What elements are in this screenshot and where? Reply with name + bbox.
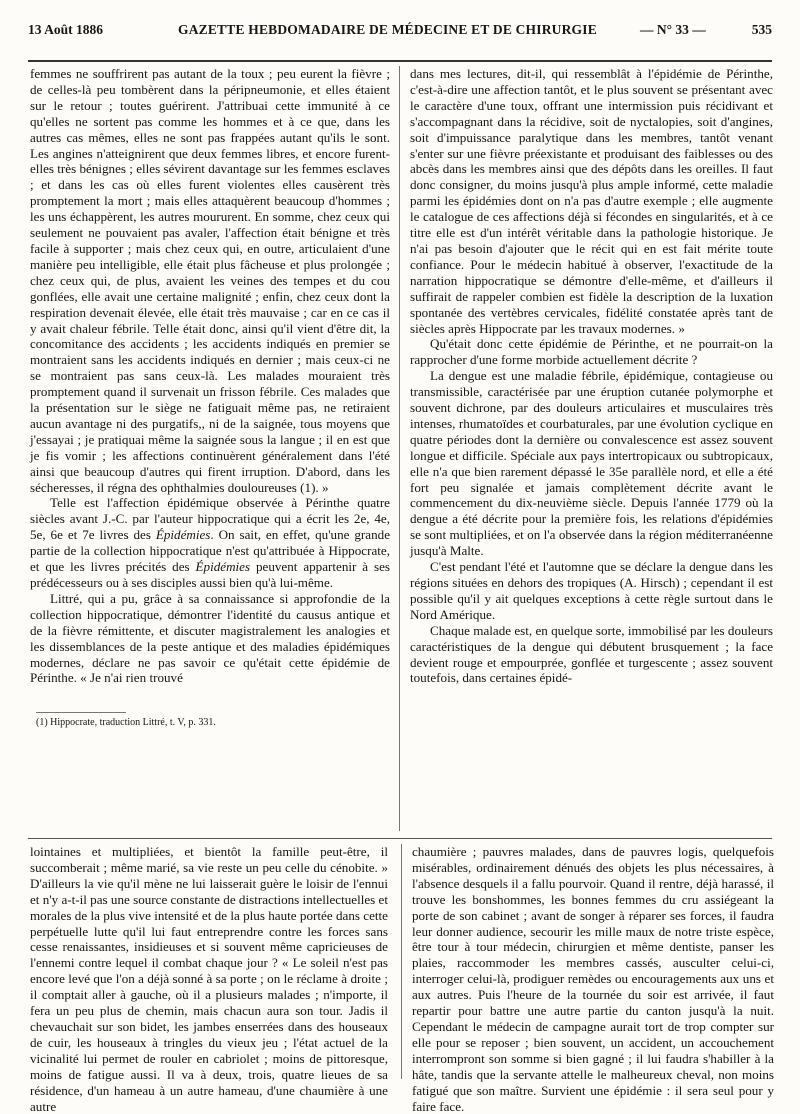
paragraph: femmes ne souffrirent pas autant de la toux ; peu eurent la fièvre ; de celles-là peu tombèrent dans la péripneumonie, et elles étaient sur le retour ; toutes guérirent. J'attribuai cette immunité à ce qu'elles ne sortent pas comme les hommes et à ce que, dans les autres cas mêmes, elles ne sont pas frappées autant qu'ils le sont. Les angines n'atteignirent que deux femmes libres, et encore furent-elles très bénignes ; elles sévirent davantage sur les femmes esclaves ; et dans les cas où elles furent violentes elles causèrent très promptement la mort ; mais elles attaquèrent beaucoup d'hommes ; les uns échappèrent, les autres moururent. En somme, chez ceux qui seulement ne pouvaient pas avaler, l'affection était bénigne et très facile à supporter ; mais chez ceux qui, en outre, articulaient d'une manière peu intelligible, elle était plus fâcheuse et plus prolongée ; chez ceux qui, de plus, avaient les veines des tempes et du cou gonflées, elle avait une certaine malignité ; enfin, chez ceux dont la respiration devenait élevée, elle était très mauvaise ; car en ce cas il y avait chaleur fébrile. Telle était donc, ainsi qu'il vient d'être dit, la concomitance des accidents ; les accidents indiqués en premier se montraient sans les accidents indiqués en dernier ; mais ceux-ci ne se montraient pas sans ceux-là. Les malades mouraient très promptement quand il survenait un frisson fébrile. Ces malades que la présentation sur le siège ne fatiguait même pas, ne retiraient aucun avantage ni des purgatifs,, ni de la saignée, tous moyens que j'essayai ; je pratiquai même la saignée sous la langue ; il en est que je fis vomir ; les affections continuèrent généralement dans l'été ainsi que beaucoup d'autres qui firent irruption. D'abord, dans les sécheresses, il régna des ophthalmies douloureuses (1). » xyxy=(30,66,390,495)
paragraph: C'est pendant l'été et l'automne que se déclare la dengue dans les régions situées en dehors des tropiques (A. Hirsch) ; cependant il est possible qu'il y ait quelques exceptions à cette règle surtout dans le Nord Amérique. xyxy=(410,559,773,622)
paragraph: Chaque malade est, en quelque sorte, immobilisé par les douleurs caractéristiques de la dengue qui débutent brusquement ; la face devient rouge et empourprée, gonflée et turgescente ; assez souvent toutefois, dans certaines épidé- xyxy=(410,622,773,686)
footnote: (1) Hippocrate, traduction Littré, t. V, p. 331. xyxy=(36,717,216,728)
issue-number: — N° 33 — xyxy=(640,22,706,37)
paragraph: La dengue est une maladie fébrile, épidémique, contagieuse ou transmissible, caractérisée par une éruption cutanée polymorphe et souvent dichrone, par des douleurs articulaires et musculaires très intenses, rhumatoïdes et courbaturales, par une évolution cyclique en quatre périodes dont la dernière ou convalescence est assez souvent longue et difficile. Spéciale aux pays intertropicaux ou subtropicaux, elle n'a que bien rarement dépassé le 35e parallèle nord, et elle a été fort peu signalée et jamais complètement décrite avant le commencement du dix-neuvième siècle. Depuis l'année 1779 où la dengue a été décrite pour la première fois, les relations d'épidémies se sont multipliées, et on l'a observée dans la région méditerranéenne jusqu'à Malte. xyxy=(410,368,773,559)
page-number: 535 xyxy=(751,22,772,37)
book-title: Épidémies xyxy=(195,559,251,575)
page-header xyxy=(28,10,772,50)
article1-right-column xyxy=(410,66,773,832)
journal-title: GAZETTE HEBDOMADAIRE DE MÉDECINE ET DE CHIRURGIE xyxy=(178,22,597,37)
article1-left-column xyxy=(30,66,390,712)
paragraph: dans mes lectures, dit-il, qui ressemblât à l'épidémie de Périnthe, c'est-à-dire une affection tantôt, et le plus souvent se présentant avec le caractère d'une toux, offrant une intermission puis récidivant et s'accompagnant dans la récidive, soit de nyctalopies, soit d'angines, soit d'impuissance paralytique dans les membres, tantôt venant s'enter sur une fièvre préexistante et produisant des faiblesses ou des abcès dans les membres ainsi que des dépôts dans les oreilles. Il faut donc consigner, du moins jusqu'à plus ample informé, cette maladie parmi les épidémies dont on n'a pas d'autre exemple ; elle augmente le catalogue de ces affections déjà si fécondes en singularités, et à ce titre elle est d'un intérêt véritable dans la pathologie historique. Je n'ai pas besoin d'ajouter que le récit qui en est fait mérite toute confiance. Pour le médecin habitué à observer, l'exactitude de la narration hippocratique se démontre d'elle-même, et d'ailleurs il suffirait de rappeler combien est fidèle la description de la luxation spontanée des vertèbres cervicales, fidélité constatée après tant de siècles après Hippocrate par les travaux modernes. » xyxy=(410,66,773,336)
paragraph: lointaines et multipliées, et bientôt la famille peut-être, il succomberait ; même marié, sa vie reste un peu celle du cénobite. » D'ailleurs la vie qu'il mène ne lui laisserait guère le loisir de l'ennui et n'y a-t-il pas une source constante de distractions intellectuelles et morales de la plus vive intensité et de la plus haute portée dans cette perpétuelle lutte qu'il lui faut entreprendre contre les forces sans cesse renaissantes, insidieuses et si souvent même capricieuses de l'ennemi contre lequel il combat chaque jour ? « Le soleil n'est pas encore levé que l'on a déjà sonné à sa porte ; on le réclame à droite ; il comptait aller à gauche, où il a plusieurs malades ; n'importe, il fera un peu plus de chemin, mais chacun aura son tour. Jadis il chevauchait sur son bidet, les jambes enserrées dans des houseaux de cuir, les houseaux à tringles du vieux jeu ; l'état actuel de la vicinalité lui permet de rouler en cabriolet ; moins de pittoresque, moins de fatigue aussi. Il va à deux, trois, quatre lieues de sa résidence, d'un hameau à un autre hameau, d'une chaumière à une autre xyxy=(30,844,388,1114)
header-date: 13 Août 1886 xyxy=(28,22,104,37)
article2-left-column xyxy=(30,844,388,1114)
paragraph: Littré, qui a pu, grâce à sa connaissance si approfondie de la collection hippocratique, démontrer l'identité du causus antique et de la fièvre rémittente, et discuter magistralement les analogies et les dissemblances de la peste antique et des maladies épidémiques modernes, déclare ne pas savoir ce qu'était cette épidémie de Périnthe. « Je n'ai rien trouvé xyxy=(30,590,390,686)
article2-right-column xyxy=(412,844,774,1114)
book-title: Épidémies xyxy=(155,527,211,543)
column-divider xyxy=(399,66,400,831)
section-rule xyxy=(28,838,772,839)
column-divider xyxy=(401,844,402,1079)
paragraph: chaumière ; pauvres malades, dans de pauvres logis, quelquefois misérables, ordinairement dénués des objets les plus nécessaires, à l'absence desquels il a fallu pourvoir. Quand il rentre, déjà harassé, il trouve les bonshommes, les bonnes femmes du cru assiégeant la porte de son cabinet ; avant de songer à réparer ses forces, il faudra leur donner audience, secourir les mille maux de notre triste espèce, être tour à tour médecin, chirurgien et même dentiste, panser les plaies, raccommoder les membres cassés, ausculter celui-ci, interroger celui-là, prodiguer remèdes ou encouragements aux uns et aux autres. Puis l'heure de la tournée du soir est arrivée, il faut repartir pour battre une autre partie du canton jusqu'à la nuit. Cependant le médecin de campagne aurait tort de trop compter sur elle pour se reposer ; bien souvent, un accident, un accouchement interrompront son somme si bien gagné ; il lui faudra s'habiller à la hâte, tandis que la servante attelle le malheureux cheval, non moins fatigué que son maître. Survient une épidémie : il sera seul pour y faire face. xyxy=(412,844,774,1114)
footnote-rule xyxy=(36,712,126,713)
paragraph: Qu'était donc cette épidémie de Périnthe, et ne pourrait-on la rapprocher d'une forme morbide actuellement décrite ? xyxy=(410,336,773,368)
paragraph: Telle est l'affection épidémique observée à Périnthe quatre siècles avant J.-C. par l'auteur hippocratique qui a écrit les 2e, 4e, 5e, 6e et 7e livres des Épidémies. On sait, en effet, qu'une grande partie de la collection hippocratique n'est qu'attribuée à Hippocrate, et que les livres précités des Épidémies peuvent appartenir à ses prédécesseurs ou à ses disciples aussi bien qu'à lui-même. xyxy=(30,495,391,590)
header-rule xyxy=(28,60,772,62)
